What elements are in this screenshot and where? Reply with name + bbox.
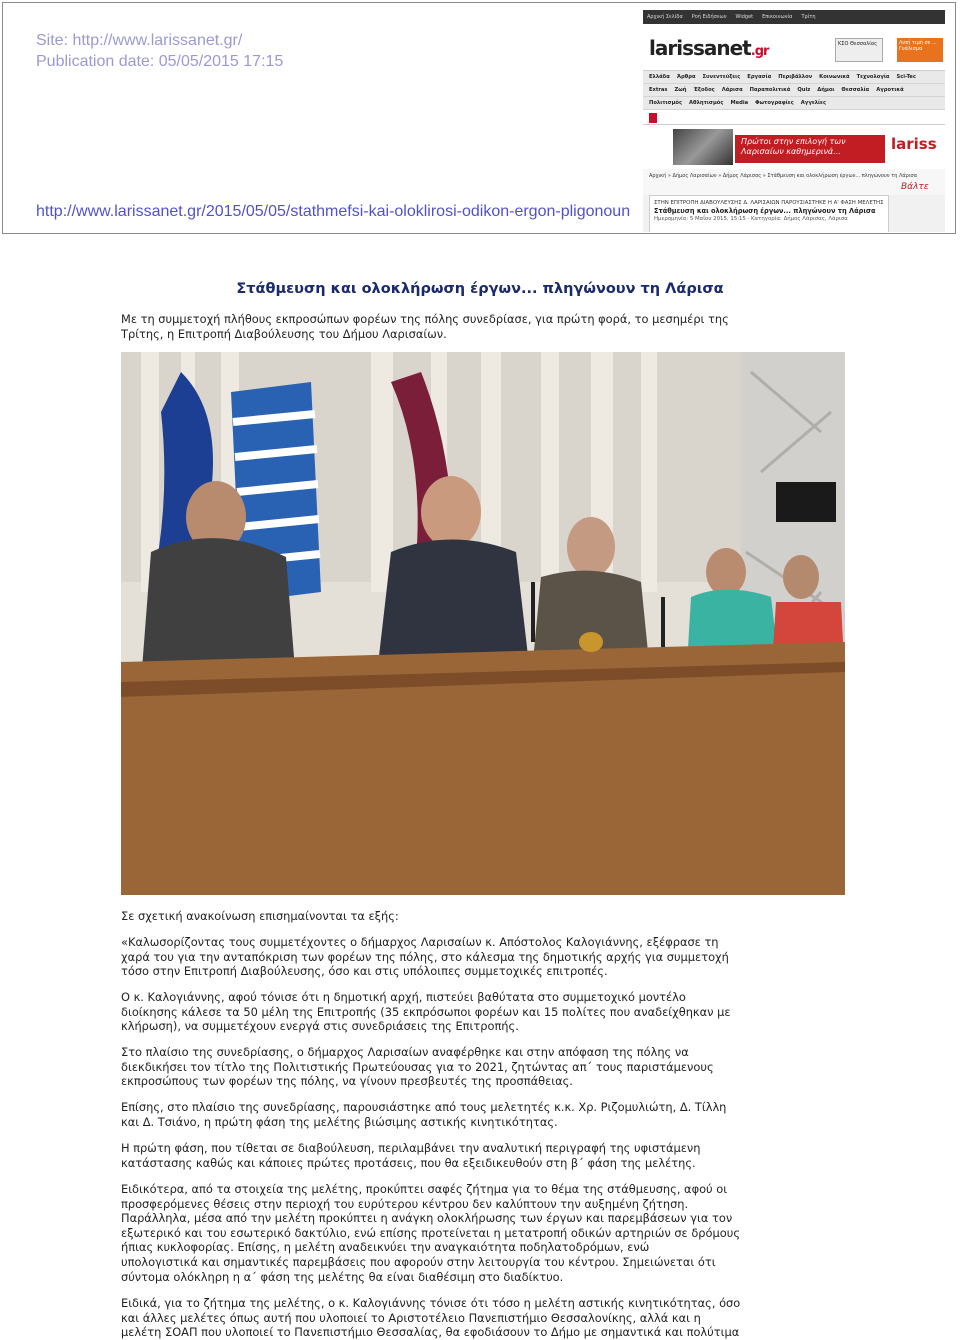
thumb-nav-row <box>643 84 945 97</box>
thumb-nav-item: Θεσσαλία <box>841 87 870 93</box>
thumb-nav-item: Media <box>730 100 749 106</box>
meeting-photo-illustration <box>121 352 845 895</box>
thumb-nav-item: Πολιτισμός <box>649 100 683 106</box>
paragraph-line: και Δ. Τσιάνο, η πρώτη φάση της μελέτης βιώσιμης αστικής κινητικότητας. <box>121 1114 558 1129</box>
thumb-article-kicker: ΣΤΗΝ ΕΠΙΤΡΟΠΗ ΔΙΑΒΟΥΛΕΥΣΗΣ Δ. ΛΑΡΙΣΑΙΩΝ ΠΑΡΟΥΣΙΑΣΤΗΚΕ Η Α' ΦΑΣΗ ΜΕΛΕΤΗΣ <box>654 200 884 206</box>
thumb-nav-item: Αγροτικά <box>876 87 904 93</box>
paragraph-line: μελέτη ΣΟΑΠ που υλοποιεί το Πανεπιστήμιο Θεσσαλίας, θα εφοδιάσουν το Δήμο με σημαντικά και πολύτιμα <box>121 1325 740 1340</box>
paragraph-line: κατάστασης καθώς και κάποιες πρώτες προτάσεις, που θα εξειδικευθούν στη β΄ φάση της μελέτης. <box>121 1155 696 1170</box>
paragraph-line: «Καλωσορίζοντας τους συμμετέχοντες ο δήμαρχος Λαρισαίων κ. Απόστολος Καλογιάννης, εξέφρασε τη <box>121 935 719 949</box>
thumb-nav-item: Ελλάδα <box>649 74 670 80</box>
thumb-nav-item: Τρίτη <box>801 14 816 20</box>
paragraph-line: κλήρωση), να συμμετέχουν ενεργά στις συνεδριάσεις της Επιτροπής. <box>121 1019 519 1034</box>
thumb-side-text: Βάλτε <box>901 182 929 192</box>
thumb-nav-item: Έξοδος <box>693 87 715 93</box>
paragraph-line: υπολογιστικά και σημαντικές παρεμβάσεις που αφορούν στην λειτουργία του κέντρου. Σημειώνεται ότι <box>121 1254 716 1269</box>
article-title: Στάθμευση και ολοκλήρωση έργων... πληγώνουν τη Λάρισα <box>236 281 724 297</box>
paragraph-line: Τρίτης, η Επιτροπή Διαβούλευσης του Δήμου Λαρισαίων. <box>121 326 447 341</box>
paragraph-line: Παράλληλα, μέσα από την μελέτη προκύπτει η ανάγκη ολοκλήρωσης των έργων και παρεμβάσεων για τον <box>121 1211 733 1226</box>
devices-image <box>673 129 733 165</box>
thumb-nav-item: Widget <box>735 14 754 20</box>
publication-date: Publication date: 05/05/2015 17:15 <box>36 53 284 70</box>
article-url-link[interactable]: http://www.larissanet.gr/2015/05/05/stathmefsi-kai-oloklirosi-odikon-ergon-pligonoun <box>36 203 631 220</box>
thumb-nav-item: Ζωή <box>674 87 687 93</box>
paragraph-line: εκπροσώπους των φορέων της πόλης, να γίνουν πρεσβευτές της προσπάθειας. <box>121 1074 573 1089</box>
paragraph-line: Η πρώτη φάση, που τίθεται σε διαβούλευση, περιλαμβάνει την αναλυτική περιγραφή της υφιστάμενη <box>121 1141 701 1155</box>
body-paragraph <box>121 1100 861 1129</box>
paragraph-line: εξωτερικό και του εσωτερικό δακτύλιο, ενώ επίσης προτείνεται η μετατροπή οδικών αρτηριών σε δρόμους <box>121 1225 740 1240</box>
paragraph-line: τόσο στην Επιτροπή Διαβούλευσης, όσο και στις υπόλοιπες συμμετοχικές επιτροπές. <box>121 964 608 979</box>
thumb-nav-item: Ροή Ειδήσεων <box>691 14 727 20</box>
thumb-topbar <box>643 10 945 24</box>
thumb-nav-item: Εργασία <box>747 74 772 80</box>
logo-suffix: .gr <box>750 44 769 59</box>
thumb-nav-item: Αγγελίες <box>800 100 827 106</box>
logo-text: larissanet <box>649 36 751 60</box>
thumb-nav-item: Τεχνολογία <box>856 74 890 80</box>
banner-brand: lariss <box>891 135 937 153</box>
thumb-ad-right: Λιπή τιμή σε ... Γυάλισμα <box>897 38 943 62</box>
paragraph-line: Σε σχετική ανακοίνωση επισημαίνονται τα εξής: <box>121 909 399 923</box>
body-paragraph <box>121 1296 861 1340</box>
thumb-nav-item: Λάρισα <box>721 87 743 93</box>
thumb-ad-left: ΚΣΟ Θεσσαλίας <box>835 38 883 62</box>
body-paragraph <box>121 1045 861 1089</box>
thumb-nav-row <box>643 71 945 84</box>
banner-slogan: Πρώτοι στην επιλογή των Λαρισαίων καθημερινά... <box>735 135 885 163</box>
paragraph-line: Ο κ. Καλογιάννης, αφού τόνισε ότι η δημοτική αρχή, πιστεύει βαθύτατα στο συμμετοχικό μοντέλο <box>121 990 686 1004</box>
thumb-search-row <box>643 110 945 125</box>
thumb-mark-icon <box>649 113 657 123</box>
thumb-nav-item: Extras <box>649 87 668 93</box>
body-paragraph <box>121 935 861 979</box>
intro-paragraph <box>121 312 861 341</box>
paragraph-line: προσφερόμενες θέσεις στην περιοχή του ευρύτερου κέντρου δεν καλύπτουν την αυξημένη ζήτηση. <box>121 1196 689 1211</box>
thumb-article-info: Ημερομηνία: 5 Μαΐου 2015, 15:15 · Κατηγορία: Δήμος Λάρισας, Λάρισα <box>654 216 848 222</box>
body-paragraph <box>121 909 861 924</box>
paragraph-line: χαρά του για την ανταπόκριση των φορέων της πόλης, στο κάλεσμα της δημοτικής αρχής για συμμετοχή <box>121 949 729 964</box>
thumb-nav-item: Quiz <box>797 87 811 93</box>
paragraph-line: Στο πλαίσιο της συνεδρίασης, ο δήμαρχος Λαρισαίων αναφέρθηκε και στην απόφαση της πόλης να <box>121 1045 689 1059</box>
thumb-nav-item: Παραπολιτικά <box>749 87 791 93</box>
thumb-nav-item: Περιβάλλον <box>778 74 813 80</box>
thumb-article-box <box>649 195 889 232</box>
thumb-nav-item: Συνεντεύξεις <box>702 74 741 80</box>
thumb-nav-item: Αθλητισμός <box>689 100 724 106</box>
body-paragraph <box>121 990 861 1034</box>
thumb-nav-item: Δήμοι <box>817 87 835 93</box>
paragraph-line: και άλλες μελέτες όπως αυτή που υλοποιεί το Αριστοτέλειο Πανεπιστήμιο Θεσσαλονίκης, αλλά και η <box>121 1310 701 1325</box>
meeting-photo <box>121 352 845 895</box>
website-screenshot-thumbnail <box>643 10 945 232</box>
thumb-article-title: Στάθμευση και ολοκλήρωση έργων... πληγώνουν τη Λάρισα <box>654 207 876 215</box>
thumb-nav-item: Φωτογραφίες <box>755 100 794 106</box>
thumb-banner <box>643 125 945 169</box>
thumb-nav-item: Sci-Tec <box>896 74 916 80</box>
paragraph-line: ήπιας κυκλοφορίας. Επίσης, η μελέτη αναδεικνύει την αναγκαιότητα ποδηλατοδρόμων, ενώ <box>121 1240 650 1255</box>
paragraph-line: διεκδικήσει τον τίτλο της Πολιτιστικής Πρωτεύουσας για το 2021, ζητώντας απ΄ τους παριστάμενους <box>121 1059 714 1074</box>
paragraph-line: διοίκησης κάλεσε τα 50 μέλη της Επιτροπής (35 εκπρόσωποι φορέων και 15 πολίτες που αναδείχθηκαν με <box>121 1004 731 1019</box>
paragraph-line: Με τη συμμετοχή πλήθους εκπροσώπων φορέων της πόλης συνεδρίασε, για πρώτη φορά, το μεσημέρι της <box>121 312 729 326</box>
paragraph-line: σύντομα ολόκληρη η α΄ φάση της μελέτης θα είναι διαθέσιμη στο διαδίκτυο. <box>121 1269 564 1284</box>
body-paragraph <box>121 1182 861 1284</box>
thumb-nav-item: Άρθρα <box>676 74 696 80</box>
thumb-breadcrumb: Αρχική » Δήμος Λαρισαίων » Δήμος Λάρισας » Στάθμευση και ολοκλήρωση έργων... πληγώνουν τη Λάρισα <box>643 169 945 195</box>
thumb-nav <box>643 70 945 110</box>
body-paragraph <box>121 1141 861 1170</box>
thumb-nav-item: Κοινωνικά <box>819 74 850 80</box>
site-logo <box>649 36 768 60</box>
paragraph-line: Επίσης, στο πλαίσιο της συνεδρίασης, παρουσιάστηκε από τους μελετητές κ.κ. Χρ. Ριζομυλιώτη, Δ. Τίλλη <box>121 1100 727 1114</box>
paragraph-line: Ειδικότερα, από τα στοιχεία της μελέτης, προκύπτει σαφές ζήτημα για το θέμα της στάθμευσης, αφού οι <box>121 1182 728 1196</box>
thumb-nav-row <box>643 97 945 110</box>
site-label: Site: http://www.larissanet.gr/ <box>36 32 243 49</box>
thumb-nav-item: Αρχική Σελίδα <box>647 14 683 20</box>
paragraph-line: Ειδικά, για το ζήτημα της μελέτης, ο κ. Καλογιάννης τόνισε ότι τόσο η μελέτη αστικής κινητικότητας, όσο <box>121 1296 741 1310</box>
thumb-nav-item: Επικοινωνία <box>762 14 793 20</box>
thumb-logo-row <box>643 24 945 70</box>
